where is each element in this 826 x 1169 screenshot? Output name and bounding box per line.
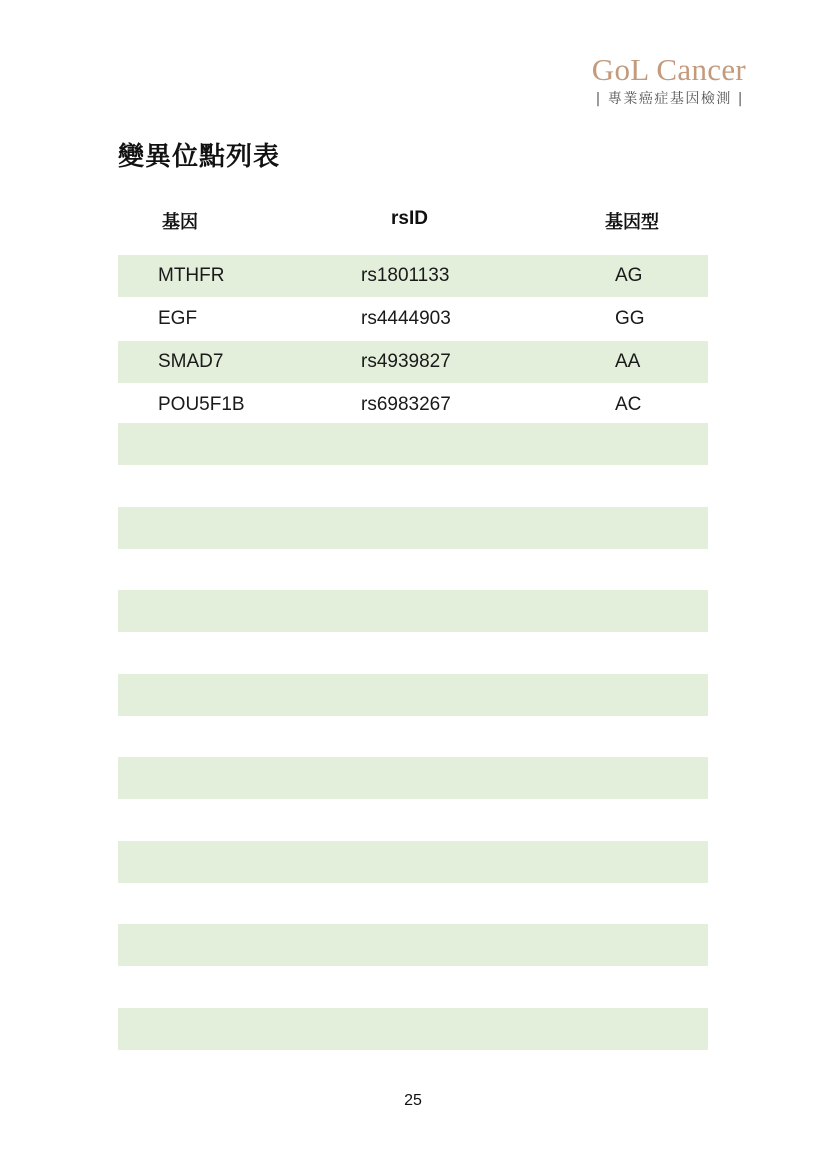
table-row-stripe [118, 341, 708, 383]
page-number: 25 [404, 1092, 422, 1109]
cell-genotype: AC [615, 394, 642, 415]
brand-title: GoL Cancer [591, 52, 746, 87]
table-row-empty [118, 423, 708, 465]
table-row-stripe [118, 255, 708, 297]
brand-subtitle: | 專業癌症基因檢測 | [595, 91, 744, 107]
table-row-empty [118, 757, 708, 799]
brand-header [546, 52, 746, 109]
table-row-empty [118, 924, 708, 966]
cell-genotype: AG [615, 265, 643, 286]
variant-table [118, 202, 708, 415]
table-row [118, 298, 708, 340]
page-title: 變異位點列表 [118, 142, 281, 172]
table-header [118, 202, 708, 238]
cell-genotype: AA [615, 351, 641, 372]
cell-genotype: GG [615, 308, 645, 329]
header-genotype: 基因型 [605, 212, 659, 233]
cell-gene: MTHFR [158, 265, 225, 286]
table-row-empty [118, 507, 708, 549]
table-row-empty [118, 841, 708, 883]
cell-rsid: rs4444903 [361, 308, 451, 329]
cell-rsid: rs4939827 [361, 351, 451, 372]
cell-rsid: rs1801133 [361, 265, 450, 286]
table-row [118, 384, 708, 426]
cell-rsid: rs6983267 [361, 394, 451, 415]
cell-gene: POU5F1B [158, 394, 245, 415]
header-rsid: rsID [391, 208, 428, 229]
cell-gene: EGF [158, 308, 198, 329]
table-row-empty [118, 674, 708, 716]
table-row-empty [118, 590, 708, 632]
cell-gene: SMAD7 [158, 351, 224, 372]
table-row-empty [118, 1008, 708, 1050]
header-gene: 基因 [162, 212, 198, 233]
